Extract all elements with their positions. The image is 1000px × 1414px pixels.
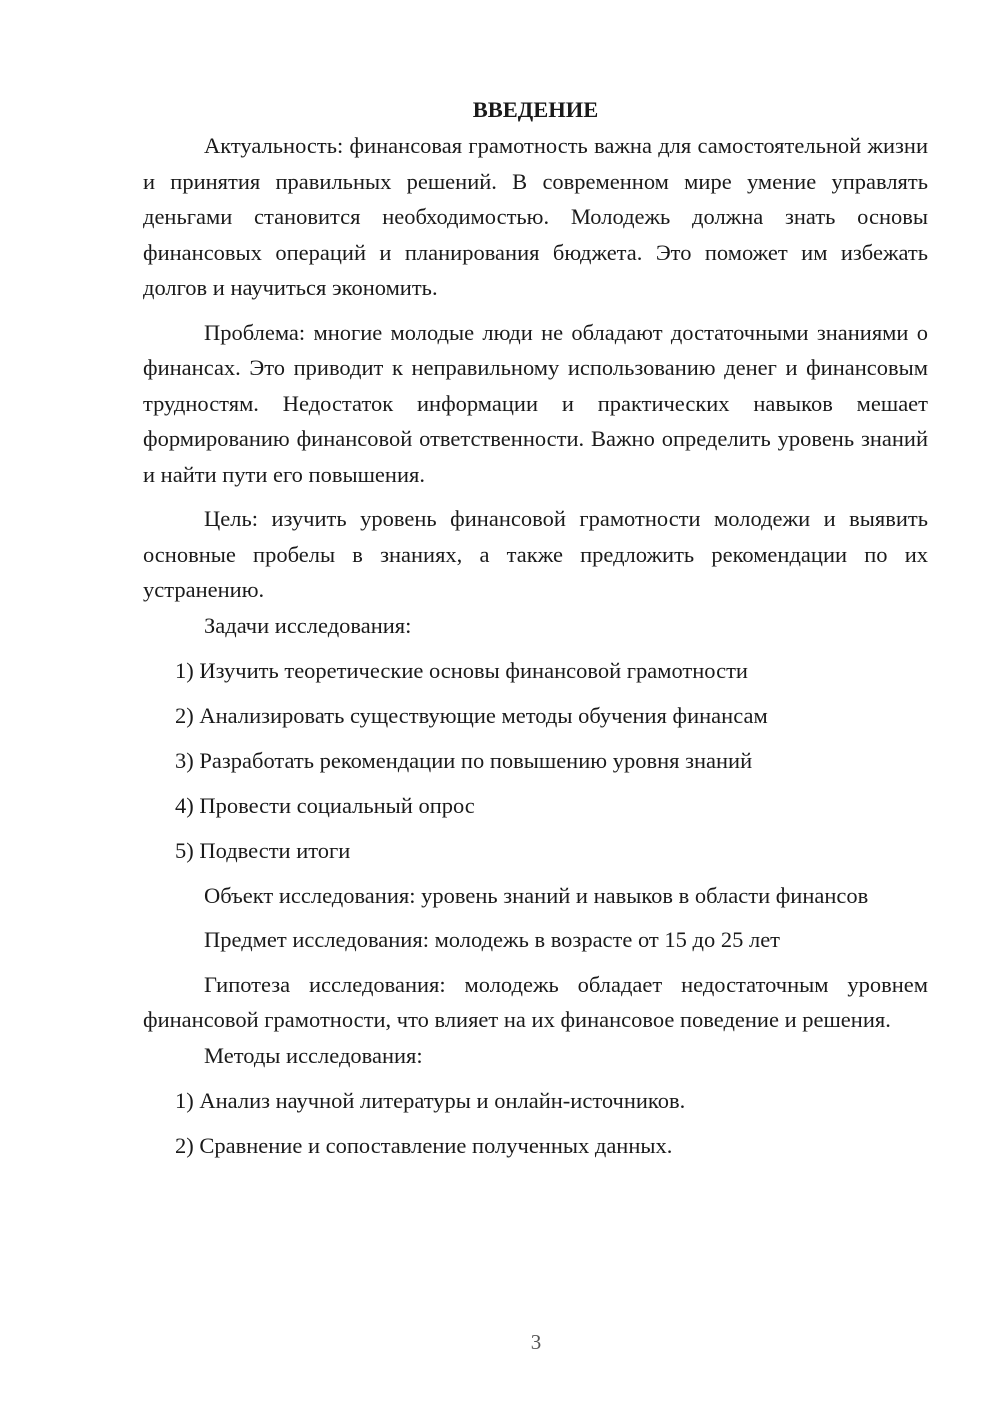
problem-paragraph: Проблема: многие молодые люди не обладают достаточными знаниями о финансах. Это приводит к неправильному использованию денег и финансовым трудностям. Недостаток информации и практических навыков мешает формированию финансовой ответственности. Важно определить уровень знаний и найти пути его повышения. [143,319,928,487]
subject-paragraph: Предмет исследования: молодежь в возрасте от 15 до 25 лет [204,927,781,952]
method-item: 1) Анализ научной литературы и онлайн-источников. [175,1087,686,1113]
task-item: 1) Изучить теоретические основы финансовой грамотности [175,657,748,683]
object-paragraph: Объект исследования: уровень знаний и навыков в области финансов [204,882,869,908]
method-item: 2) Сравнение и сопоставление полученных данных. [175,1132,673,1158]
page-content [143,92,928,1163]
hypothesis-paragraph: Гипотеза исследования: молодежь обладает недостаточным уровнем финансовой грамотности, что влияет на их финансовое поведение и решения. [143,971,928,1032]
relevance-paragraph: Актуальность: финансовая грамотность важна для самостоятельной жизни и принятия правильных решений. В современном мире умение управлять деньгами становится необходимостью. Молодежь должна знать основы финансовых операций и планирования бюджета. Это поможет им избежать долгов и научиться экономить. [143,133,928,300]
goal-paragraph: Цель: изучить уровень финансовой грамотности молодежи и выявить основные пробелы в знаниях, а также предложить рекомендации по их устранению. [143,506,928,602]
task-item: 5) Подвести итоги [175,837,351,863]
task-item: 3) Разработать рекомендации по повышению уровня знаний [175,747,753,773]
methods-heading: Методы исследования: [204,1042,423,1068]
page-title: ВВЕДЕНИЕ [472,97,599,122]
page-number: 3 [530,1330,542,1354]
task-item: 4) Провести социальный опрос [175,792,475,818]
task-item: 2) Анализировать существующие методы обучения финансам [175,702,768,728]
tasks-heading: Задачи исследования: [204,612,412,638]
